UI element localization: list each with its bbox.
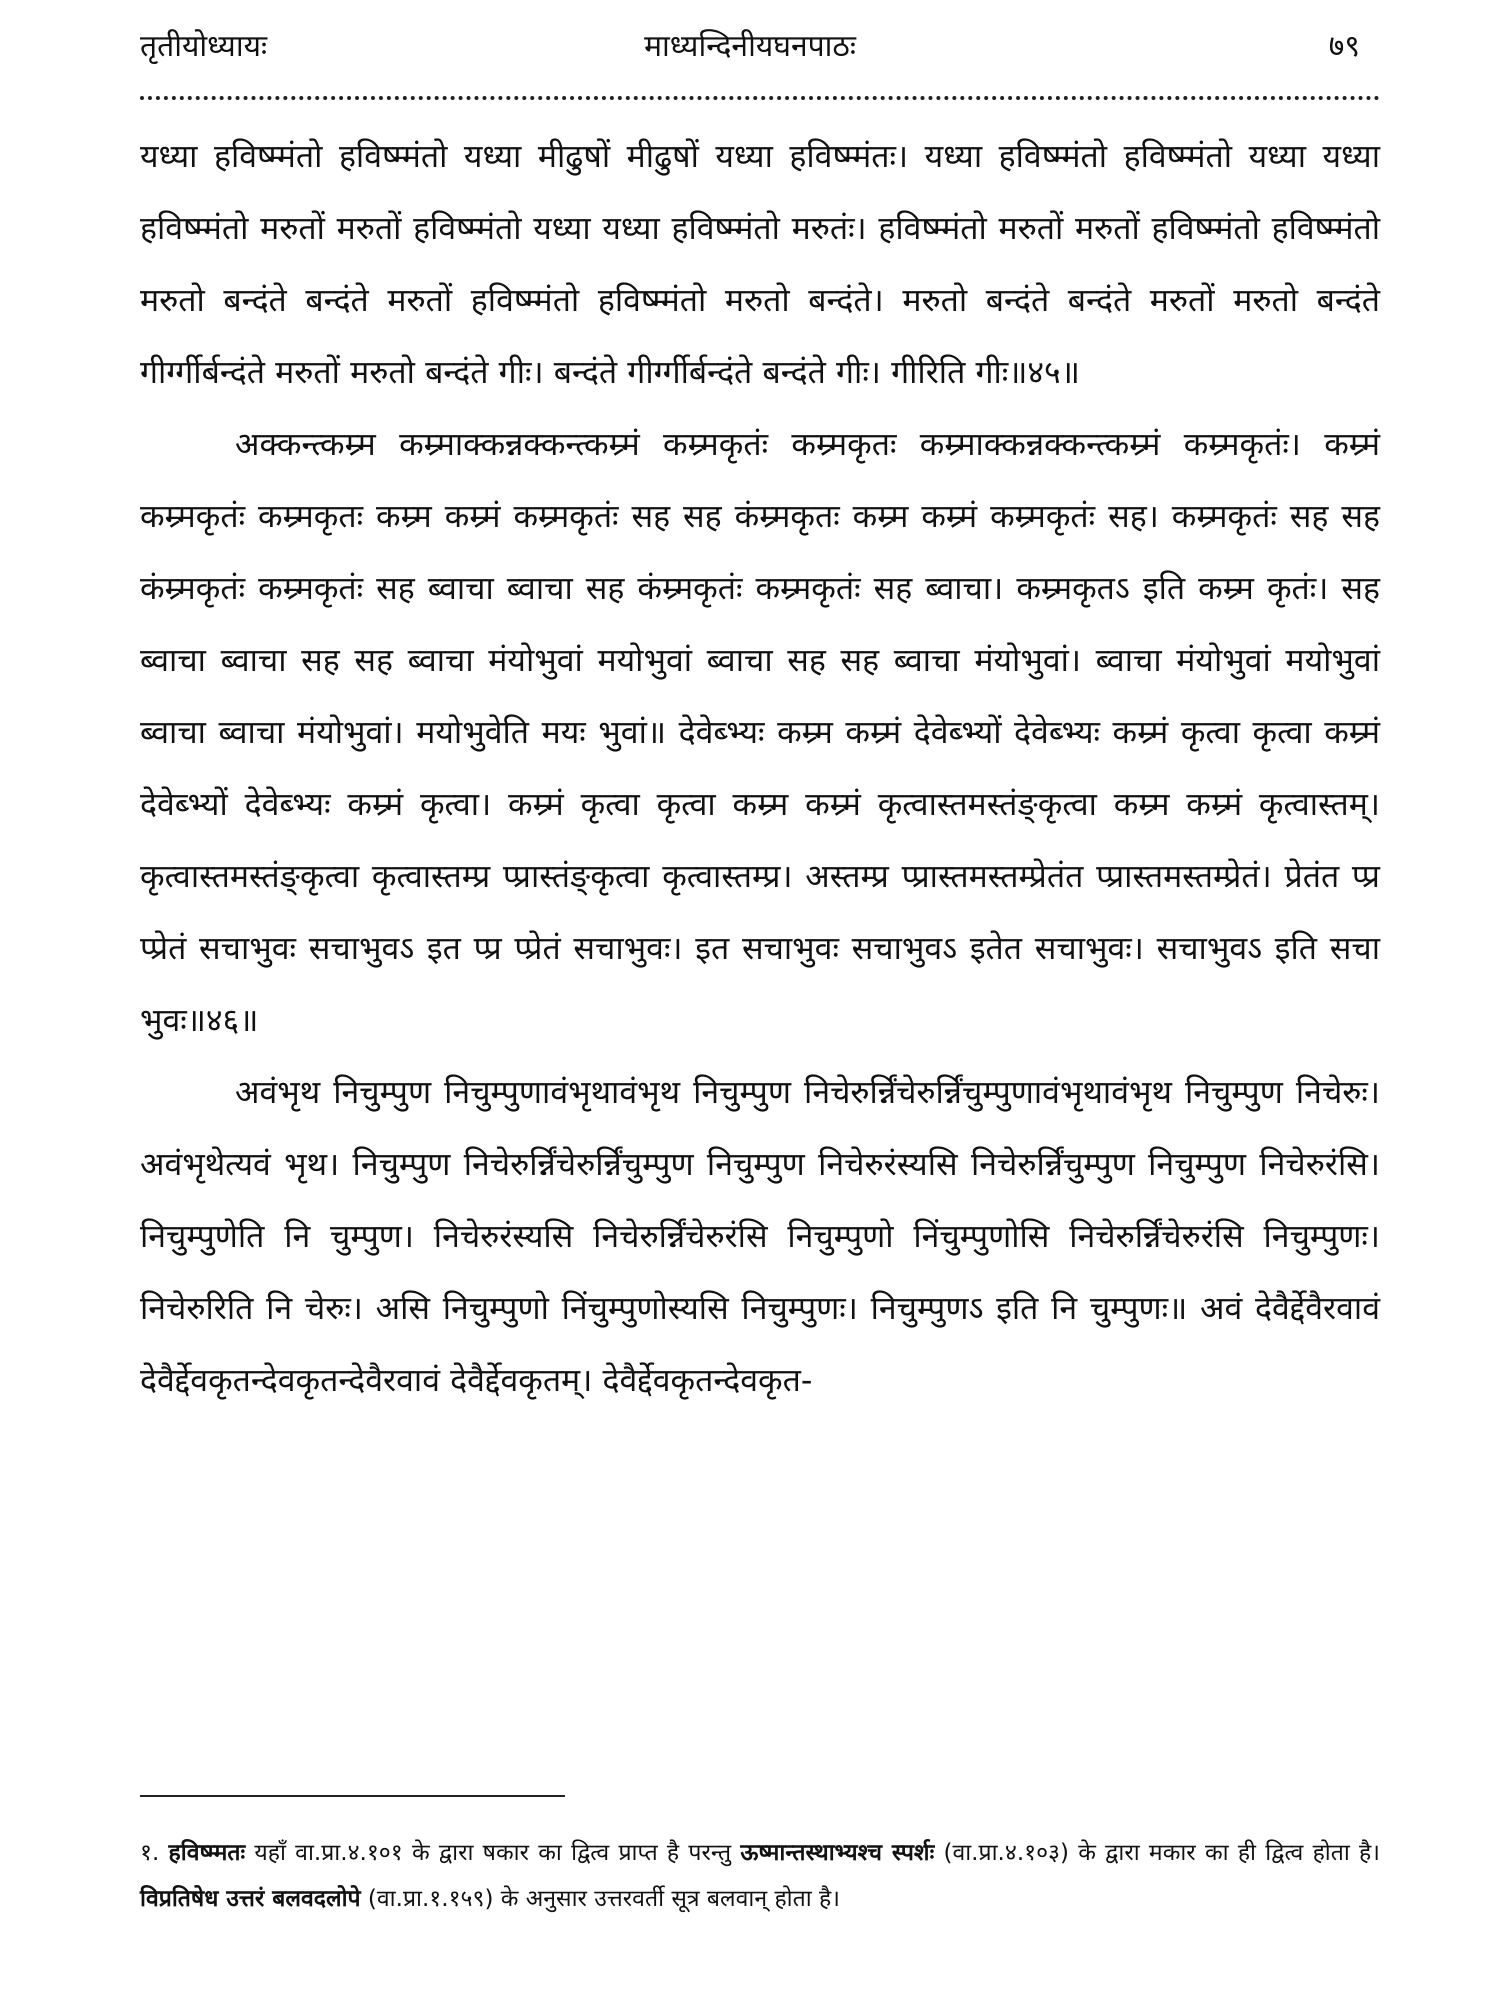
- footnote-marker: १.: [140, 1840, 160, 1866]
- paragraph-3: अवंभृथ निचुम्पुण निचुम्पुणावंभृथावंभृथ निचुम्पुण निचेरुर्न्निंचेरुर्न्निंचुम्पुणावंभृथावंभृथ निचुम्पुण निचेरुः। अवंभृथेत्यवं भृथ। निचुम्पुण निचेरुर्न्निंचेरुर्न्निंचुम्पुण निचुम्पुण निचेरुरंस्यसि निचेरुर्न्निंचुम्पुण निचुम्पुण निचेरुरंसि। निचुम्पुणेति नि चुम्पुण। निचेरुरंस्यसि निचेरुर्न्निंचेरुरंसि निचुम्पुणो निंचुम्पुणोसि निचेरुर्न्निंचेरुरंसि निचुम्पुणः। निचेरुरिति नि चेरुः। असि निचुम्पुणो निंचुम्पुणोस्यसि निचुम्पुणः। निचुम्पुणऽ इति नि चुम्पुणः॥ अवं देवैर्द्देवैरवावं देवैर्द्देवकृतन्देवकृतन्देवैरवावं देवैर्द्देवकृतम्। देवैर्द्देवकृतन्देवकृत-: [140, 1073, 1380, 1399]
- footnote-text-3: (वा.प्रा.१.१५९) के अनुसार उत्तरवर्ती सूत्र बलवान् होता है।: [367, 1886, 840, 1912]
- page-number: ७९: [1328, 29, 1360, 64]
- footnote: [140, 1830, 1380, 1922]
- chapter-title: तृतीयोध्यायः: [140, 29, 268, 64]
- paragraph-2: अक्कन्त्कम्र्म कम्र्माक्कन्नक्कन्त्कम्र्मं कम्र्मकृतंः कम्र्मकृतः कम्र्माक्कन्नक्कन्त्कम्र्मं कम्र्मकृतंः। कम्र्मं कम्र्मकृतंः कम्र्मकृतः कम्र्म कम्र्मं कम्र्मकृतंः सह सह कंम्र्मकृतः कम्र्म कम्र्मं कम्र्मकृतंः सह। कम्र्मकृतंः सह सह कंम्र्मकृतंः कम्र्मकृतंः सह ब्वाचा ब्वाचा सह कंम्र्मकृतंः कम्र्मकृतंः सह ब्वाचा। कम्र्मकृतऽ इति कम्र्म कृतंः। सह ब्वाचा ब्वाचा सह सह ब्वाचा मंयोभुवां मयोभुवां ब्वाचा सह सह ब्वाचा मंयोभुवां। ब्वाचा मंयोभुवां मयोभुवां ब्वाचा ब्वाचा मंयोभुवां। मयोभुवेति मयः भुवां॥ देवेब्भ्यः कम्र्म कम्र्मं देवेब्भ्यों देवेब्भ्यः कम्र्मं कृत्वा कृत्वा कम्र्मं देवेब्भ्यों देवेब्भ्यः कम्र्मं कृत्वा। कम्र्मं कृत्वा कृत्वा कम्र्म कम्र्मं कृत्वास्तमस्तंङ्कृत्वा कम्र्म कम्र्मं कृत्वास्तम्। कृत्वास्तमस्तंङ्कृत्वा कृत्वास्तम्प्र प्प्रास्तंङ्कृत्वा कृत्वास्तम्प्र। अस्तम्प्र प्प्रास्तमस्तम्प्रेतंत प्प्रास्तमस्तम्प्रेतं। प्रेतंत प्प्र प्प्रेतं सचाभुवः सचाभुवऽ इत प्प्र प्प्रेतं सचाभुवः। इत सचाभुवः सचाभुवऽ इतेत सचाभुवः। सचाभुवऽ इति सचा भुवः॥४६॥: [140, 425, 1380, 1039]
- book-title: माध्यन्दिनीयघनपाठः: [644, 29, 856, 64]
- footnote-text-2: (वा.प्रा.४.१०३) के द्वारा मकार का ही द्वित्व होता है।: [943, 1840, 1380, 1866]
- footnote-term: हविष्म्मतः: [168, 1840, 246, 1866]
- footnote-rule-2: विप्रतिषेध उत्तरं बलवदलोपे: [140, 1886, 361, 1912]
- header-divider: [140, 96, 1380, 100]
- footnote-rule-1: ऊष्मान्तस्थाभ्यश्च स्पर्शः: [740, 1840, 935, 1866]
- main-text: [140, 120, 1380, 1416]
- footnote-divider: [140, 1795, 565, 1797]
- footnote-text-1: यहाँ वा.प्रा.४.१०१ के द्वारा षकार का द्वित्व प्राप्त है परन्तु: [254, 1840, 732, 1866]
- paragraph-1: यध्या हविष्म्मंतो हविष्म्मंतो यध्या मीढुषों मीढुषों यध्या हविष्म्मंतः। यध्या हविष्म्मंतो हविष्म्मंतो यध्या यध्या हविष्म्मंतो मरुतों मरुतों हविष्म्मंतो यध्या यध्या हविष्म्मंतो मरुतंः। हविष्म्मंतो मरुतों मरुतों हविष्म्मंतो हविष्म्मंतो मरुतो बन्दंते बन्दंते मरुतों हविष्म्मंतो हविष्म्मंतो मरुतो बन्दंते। मरुतो बन्दंते बन्दंते मरुतों मरुतो बन्दंते गीर्ग्गीर्बन्दंते मरुतों मरुतो बन्दंते गीः। बन्दंते गीर्ग्गीर्बन्दंते बन्दंते गीः। गीरिति गीः॥४५॥: [140, 137, 1380, 391]
- running-head: [140, 22, 1360, 72]
